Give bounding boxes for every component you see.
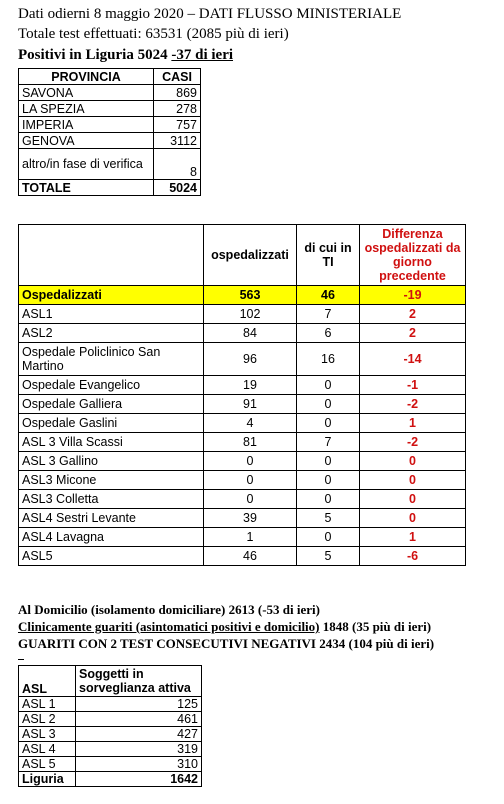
surveillance-asl: ASL 5 (19, 757, 76, 772)
hospital-osp: 46 (204, 547, 297, 566)
hospital-summary-row (19, 286, 466, 305)
hospital-row (19, 547, 466, 566)
positivi-delta: -37 di ieri (171, 47, 234, 63)
hospital-name: ASL3 Colletta (19, 490, 204, 509)
hospital-summary-osp: 563 (204, 286, 297, 305)
hospital-ti: 0 (297, 414, 360, 433)
province-value: 869 (154, 85, 201, 101)
hospital-diff: -6 (360, 547, 466, 566)
hospital-row (19, 395, 466, 414)
surveillance-row (19, 697, 202, 712)
surveillance-table (18, 665, 202, 787)
province-name: GENOVA (19, 133, 154, 149)
hospital-name: ASL5 (19, 547, 204, 566)
hospital-ti: 5 (297, 509, 360, 528)
hospital-ti: 0 (297, 490, 360, 509)
hospital-osp: 102 (204, 305, 297, 324)
hospital-row (19, 433, 466, 452)
province-value: 8 (154, 149, 201, 180)
hospital-ti: 5 (297, 547, 360, 566)
hospital-osp: 0 (204, 452, 297, 471)
hospital-name: Ospedale Policlinico San Martino (19, 343, 204, 376)
province-name: LA SPEZIA (19, 101, 154, 117)
province-total-row (19, 180, 201, 196)
hospital-diff: 0 (360, 452, 466, 471)
hospital-osp: 84 (204, 324, 297, 343)
hospital-name: ASL3 Micone (19, 471, 204, 490)
hospital-summary-ti: 46 (297, 286, 360, 305)
hospital-ti: 0 (297, 452, 360, 471)
hospital-row (19, 528, 466, 547)
province-name: SAVONA (19, 85, 154, 101)
hospital-row (19, 490, 466, 509)
surveillance-asl: ASL 1 (19, 697, 76, 712)
hospital-summary-name: Ospedalizzati (19, 286, 204, 305)
hospital-header-diff: Differenza ospedalizzati da giorno precedente (360, 225, 466, 286)
positivi-total: Positivi in Liguria 5024 (18, 47, 172, 63)
hospital-ti: 7 (297, 433, 360, 452)
hospital-diff: 1 (360, 528, 466, 547)
hospital-row (19, 343, 466, 376)
hospital-osp: 0 (204, 490, 297, 509)
hospital-row (19, 305, 466, 324)
surveillance-value: 319 (76, 742, 202, 757)
hospital-name: ASL4 Sestri Levante (19, 509, 204, 528)
hospital-name: Ospedale Evangelico (19, 376, 204, 395)
province-total-label: TOTALE (19, 180, 154, 196)
hospital-diff: -14 (360, 343, 466, 376)
province-name: IMPERIA (19, 117, 154, 133)
hospital-osp: 96 (204, 343, 297, 376)
surveillance-total-value: 1642 (76, 772, 202, 787)
hospital-ti: 6 (297, 324, 360, 343)
province-row (19, 133, 201, 149)
hospital-summary-diff: -19 (360, 286, 466, 305)
hospital-header-ti: di cui in TI (297, 225, 360, 286)
province-value: 3112 (154, 133, 201, 149)
surveillance-value: 461 (76, 712, 202, 727)
hospital-diff: 2 (360, 324, 466, 343)
domicilio-line: Al Domicilio (isolamento domiciliare) 2613 (-53 di ieri) (18, 602, 320, 617)
hospital-diff: 0 (360, 471, 466, 490)
province-value: 278 (154, 101, 201, 117)
surveillance-header-soggetti: Soggetti in sorveglianza attiva (76, 666, 202, 697)
hospital-ti: 0 (297, 471, 360, 490)
province-row (19, 149, 201, 180)
province-row (19, 117, 201, 133)
hospital-row (19, 376, 466, 395)
hospital-ti: 0 (297, 395, 360, 414)
header-line-date: Dati odierni 8 maggio 2020 – DATI FLUSSO MINISTERIALE (18, 6, 402, 22)
surveillance-total-row (19, 772, 202, 787)
province-name: altro/in fase di verifica (19, 149, 154, 180)
surveillance-asl: ASL 2 (19, 712, 76, 727)
hospital-name: ASL 3 Villa Scassi (19, 433, 204, 452)
surveillance-header-row (19, 666, 202, 697)
province-table (18, 68, 201, 196)
header-line-tests: Totale test effettuati: 63531 (2085 più di ieri) (18, 26, 289, 42)
hospital-osp: 39 (204, 509, 297, 528)
province-header-name: PROVINCIA (19, 69, 154, 85)
hospital-table (18, 224, 466, 566)
hospital-diff: 2 (360, 305, 466, 324)
hospital-osp: 19 (204, 376, 297, 395)
surveillance-row (19, 712, 202, 727)
hospital-osp: 1 (204, 528, 297, 547)
surveillance-header-asl: ASL (19, 666, 76, 697)
surveillance-row (19, 727, 202, 742)
surveillance-total-label: Liguria (19, 772, 76, 787)
hospital-osp: 81 (204, 433, 297, 452)
guariti-line: GUARITI CON 2 TEST CONSECUTIVI NEGATIVI 2434 (104 più di ieri) (18, 636, 435, 651)
hospital-header-row (19, 225, 466, 286)
surveillance-value: 427 (76, 727, 202, 742)
hospital-header-osp: ospedalizzati (204, 225, 297, 286)
hospital-name: Ospedale Galliera (19, 395, 204, 414)
hospital-row (19, 324, 466, 343)
hospital-name: Ospedale Gaslini (19, 414, 204, 433)
hospital-ti: 0 (297, 376, 360, 395)
province-header-casi: CASI (154, 69, 201, 85)
hospital-name: ASL1 (19, 305, 204, 324)
province-header-row (19, 69, 201, 85)
clinicamente-line (18, 619, 431, 635)
hospital-row (19, 509, 466, 528)
province-total-value: 5024 (154, 180, 201, 196)
surveillance-value: 310 (76, 757, 202, 772)
hospital-diff: 0 (360, 490, 466, 509)
surveillance-asl: ASL 4 (19, 742, 76, 757)
hospital-diff: -1 (360, 376, 466, 395)
province-row (19, 85, 201, 101)
province-value: 757 (154, 117, 201, 133)
surveillance-asl: ASL 3 (19, 727, 76, 742)
hospital-osp: 91 (204, 395, 297, 414)
surveillance-row (19, 742, 202, 757)
footnote-divider (18, 659, 24, 660)
hospital-name: ASL4 Lavagna (19, 528, 204, 547)
header-line-positivi (18, 47, 233, 64)
hospital-diff: 0 (360, 509, 466, 528)
surveillance-value: 125 (76, 697, 202, 712)
surveillance-row (19, 757, 202, 772)
hospital-osp: 4 (204, 414, 297, 433)
hospital-diff: -2 (360, 395, 466, 414)
hospital-ti: 7 (297, 305, 360, 324)
hospital-osp: 0 (204, 471, 297, 490)
hospital-diff: 1 (360, 414, 466, 433)
hospital-name: ASL2 (19, 324, 204, 343)
hospital-ti: 0 (297, 528, 360, 547)
province-row (19, 101, 201, 117)
hospital-name: ASL 3 Gallino (19, 452, 204, 471)
hospital-row (19, 471, 466, 490)
hospital-header-empty (19, 225, 204, 286)
clinicamente-label: Clinicamente guariti (asintomatici positivi e domicilio) (18, 619, 320, 634)
hospital-row (19, 414, 466, 433)
hospital-row (19, 452, 466, 471)
hospital-ti: 16 (297, 343, 360, 376)
clinicamente-value: 1848 (35 più di ieri) (319, 619, 432, 634)
hospital-diff: -2 (360, 433, 466, 452)
